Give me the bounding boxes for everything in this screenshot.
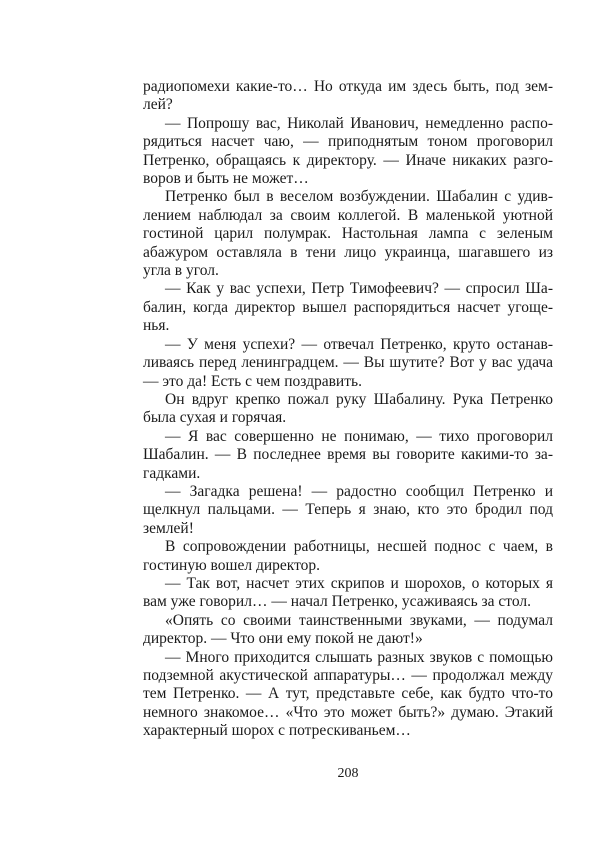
paragraph-11: «Опять со своими таинственными звуками, — подумал директор. — Что они ему покой не дают!» bbox=[143, 611, 553, 648]
paragraph-6: Он вдруг крепко пожал руку Шабалину. Рука Петренко была сухая и горячая. bbox=[143, 390, 553, 427]
body-text bbox=[143, 78, 553, 741]
paragraph-2: — Попрошу вас, Николай Иванович, немедленно распорядиться насчет чаю, — приподнятым тоном проговорил Петренко, обращаясь к директору. — Иначе никаких разговоров и быть не может… bbox=[143, 114, 553, 188]
paragraph-3: Петренко был в веселом возбуждении. Шабалин с удивлением наблюдал за своим коллегой. В маленькой уютной гостиной царил полумрак. Настольная лампа с зеленым абажуром оставляла в тени лицо украинца, шагавшего из угла в угол. bbox=[143, 188, 553, 280]
page-number: 208 bbox=[337, 766, 359, 781]
paragraph-7: — Я вас совершенно не понимаю, — тихо проговорил Шабалин. — В последнее время вы говорите какими-то загадками. bbox=[143, 427, 553, 482]
paragraph-10: — Так вот, насчет этих скрипов и шорохов, о которых я вам уже говорил… — начал Петренко, усаживаясь за стол. bbox=[143, 574, 553, 611]
paragraph-1: радиопомехи какие-то… Но откуда им здесь быть, под землей? bbox=[143, 78, 553, 114]
paragraph-12: — Много приходится слышать разных звуков с помощью подземной акустической аппаратуры… — продолжал между тем Петренко. — А тут, представьте себе, как будто что-то немного знакомое… «Что это может быть?» думаю. Этакий характерный шорох с потрескиваньем… bbox=[143, 648, 553, 740]
paragraph-5: — У меня успехи? — отвечал Петренко, круто останавливаясь перед ленинградцем. — Вы шутите? Вот у вас удача — это да! Есть с чем поздравить. bbox=[143, 335, 553, 390]
paragraph-8: — Загадка решена! — радостно сообщил Петренко и щелкнул пальцами. — Теперь я знаю, кто это бродил под землей! bbox=[143, 482, 553, 537]
paragraph-9: В сопровождении работницы, несшей поднос с чаем, в гостиную вошел директор. bbox=[143, 538, 553, 574]
paragraph-4: — Как у вас успехи, Петр Тимофеевич? — спросил Шабалин, когда директор вышел распорядиться насчет угощенья. bbox=[143, 280, 553, 335]
